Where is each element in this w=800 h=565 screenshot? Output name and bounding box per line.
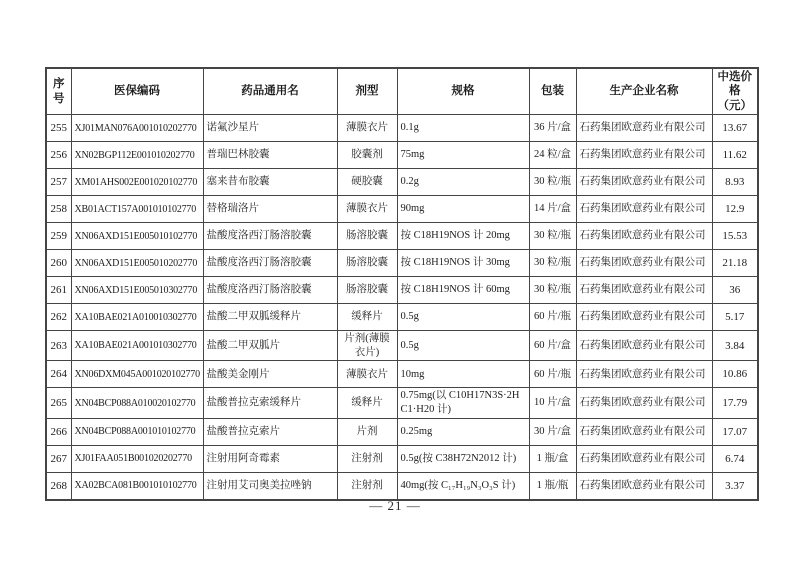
page-number: — 21 —: [369, 498, 421, 513]
cell-form: 注射剂: [337, 445, 397, 472]
cell-form: 缓释片: [337, 388, 397, 418]
cell-price: 17.79: [712, 388, 758, 418]
cell-pack: 36 片/盒: [529, 115, 576, 142]
table-row: [46, 250, 758, 277]
cell-maker: 石药集团欧意药业有限公司: [576, 331, 712, 361]
table-row: [46, 388, 758, 418]
table-body: [46, 115, 758, 500]
cell-name: 盐酸二甲双胍片: [203, 331, 337, 361]
cell-pack: 1 瓶/瓶: [529, 472, 576, 500]
cell-seq: 259: [46, 223, 71, 250]
cell-spec: 按 C18H19NOS 计 20mg: [397, 223, 529, 250]
cell-code: XA02BCA081B001010102770: [71, 472, 203, 500]
cell-seq: 263: [46, 331, 71, 361]
cell-price: 13.67: [712, 115, 758, 142]
cell-seq: 261: [46, 277, 71, 304]
table-row: [46, 196, 758, 223]
cell-maker: 石药集团欧意药业有限公司: [576, 277, 712, 304]
drug-price-table: [45, 67, 759, 501]
header-code: 医保编码: [71, 68, 203, 115]
cell-code: XN06AXD151E005010302770: [71, 277, 203, 304]
cell-pack: 24 粒/盒: [529, 142, 576, 169]
cell-spec: 0.75mg(以 C10H17N3S·2HC1·H20 计): [397, 388, 529, 418]
cell-seq: 258: [46, 196, 71, 223]
cell-name: 普瑞巴林胶囊: [203, 142, 337, 169]
cell-form: 肠溶胶囊: [337, 250, 397, 277]
table-row: [46, 115, 758, 142]
table-row: [46, 445, 758, 472]
cell-form: 注射剂: [337, 472, 397, 500]
cell-spec: 90mg: [397, 196, 529, 223]
cell-name: 注射用艾司奥美拉唑钠: [203, 472, 337, 500]
header-form: 剂型: [337, 68, 397, 115]
cell-code: XA10BAE021A001010302770: [71, 331, 203, 361]
cell-spec: 按 C18H19NOS 计 60mg: [397, 277, 529, 304]
cell-code: XN06DXM045A001020102770: [71, 361, 203, 388]
cell-maker: 石药集团欧意药业有限公司: [576, 418, 712, 445]
cell-maker: 石药集团欧意药业有限公司: [576, 445, 712, 472]
table-row: [46, 304, 758, 331]
cell-code: XN04BCP088A001010102770: [71, 418, 203, 445]
cell-seq: 256: [46, 142, 71, 169]
cell-form: 胶囊剂: [337, 142, 397, 169]
cell-maker: 石药集团欧意药业有限公司: [576, 250, 712, 277]
cell-spec: 按 C18H19NOS 计 30mg: [397, 250, 529, 277]
cell-maker: 石药集团欧意药业有限公司: [576, 223, 712, 250]
cell-maker: 石药集团欧意药业有限公司: [576, 388, 712, 418]
table-row: [46, 331, 758, 361]
cell-seq: 264: [46, 361, 71, 388]
cell-form: 薄膜衣片: [337, 196, 397, 223]
table-row: [46, 361, 758, 388]
cell-price: 12.9: [712, 196, 758, 223]
cell-pack: 30 粒/瓶: [529, 169, 576, 196]
table-row: [46, 223, 758, 250]
cell-spec: 0.25mg: [397, 418, 529, 445]
cell-price: 15.53: [712, 223, 758, 250]
header-seq: 序号: [46, 68, 71, 115]
table-row: [46, 277, 758, 304]
cell-form: 薄膜衣片: [337, 361, 397, 388]
cell-pack: 10 片/盒: [529, 388, 576, 418]
cell-form: 硬胶囊: [337, 169, 397, 196]
cell-seq: 257: [46, 169, 71, 196]
cell-seq: 260: [46, 250, 71, 277]
cell-code: XA10BAE021A010010302770: [71, 304, 203, 331]
cell-spec: 75mg: [397, 142, 529, 169]
cell-pack: 60 片/瓶: [529, 304, 576, 331]
header-pack: 包装: [529, 68, 576, 115]
cell-form: 缓释片: [337, 304, 397, 331]
cell-name: 盐酸度洛西汀肠溶胶囊: [203, 250, 337, 277]
header-spec: 规格: [397, 68, 529, 115]
cell-code: XB01ACT157A001010102770: [71, 196, 203, 223]
cell-form: 肠溶胶囊: [337, 277, 397, 304]
cell-spec: 0.5g: [397, 331, 529, 361]
cell-code: XN04BCP088A010020102770: [71, 388, 203, 418]
cell-price: 10.86: [712, 361, 758, 388]
cell-seq: 265: [46, 388, 71, 418]
cell-code: XN02BGP112E001010202770: [71, 142, 203, 169]
cell-price: 3.84: [712, 331, 758, 361]
cell-form: 片剂(薄膜衣片): [337, 331, 397, 361]
cell-maker: 石药集团欧意药业有限公司: [576, 472, 712, 500]
cell-pack: 30 粒/瓶: [529, 277, 576, 304]
header-maker: 生产企业名称: [576, 68, 712, 115]
cell-name: 盐酸度洛西汀肠溶胶囊: [203, 277, 337, 304]
cell-spec: 0.5g(按 C38H72N2012 计): [397, 445, 529, 472]
cell-code: XJ01FAA051B001020202770: [71, 445, 203, 472]
cell-name: 塞来昔布胶囊: [203, 169, 337, 196]
header-name: 药品通用名: [203, 68, 337, 115]
cell-spec: 0.1g: [397, 115, 529, 142]
cell-code: XN06AXD151E005010102770: [71, 223, 203, 250]
cell-code: XN06AXD151E005010202770: [71, 250, 203, 277]
cell-code: XM01AHS002E001020102770: [71, 169, 203, 196]
table-header: [46, 68, 758, 115]
cell-maker: 石药集团欧意药业有限公司: [576, 304, 712, 331]
cell-maker: 石药集团欧意药业有限公司: [576, 169, 712, 196]
cell-name: 诺氟沙星片: [203, 115, 337, 142]
cell-seq: 267: [46, 445, 71, 472]
cell-form: 肠溶胶囊: [337, 223, 397, 250]
cell-spec: 0.2g: [397, 169, 529, 196]
cell-name: 注射用阿奇霉素: [203, 445, 337, 472]
cell-seq: 255: [46, 115, 71, 142]
cell-spec: 10mg: [397, 361, 529, 388]
cell-name: 替格瑞洛片: [203, 196, 337, 223]
cell-pack: 14 片/盒: [529, 196, 576, 223]
cell-maker: 石药集团欧意药业有限公司: [576, 196, 712, 223]
cell-seq: 268: [46, 472, 71, 500]
cell-price: 17.07: [712, 418, 758, 445]
cell-maker: 石药集团欧意药业有限公司: [576, 115, 712, 142]
cell-maker: 石药集团欧意药业有限公司: [576, 142, 712, 169]
header-price: 中选价格（元）: [712, 68, 758, 115]
table-row: [46, 418, 758, 445]
cell-price: 8.93: [712, 169, 758, 196]
cell-pack: 30 粒/瓶: [529, 250, 576, 277]
cell-price: 21.18: [712, 250, 758, 277]
cell-name: 盐酸二甲双胍缓释片: [203, 304, 337, 331]
cell-code: XJ01MAN076A001010202770: [71, 115, 203, 142]
cell-name: 盐酸普拉克索片: [203, 418, 337, 445]
table-row: [46, 169, 758, 196]
cell-pack: 1 瓶/盒: [529, 445, 576, 472]
cell-spec: 40mg(按 C₁₇H₁₉N₃O₃S 计): [397, 472, 529, 500]
cell-price: 36: [712, 277, 758, 304]
cell-name: 盐酸普拉克索缓释片: [203, 388, 337, 418]
cell-name: 盐酸美金刚片: [203, 361, 337, 388]
cell-form: 片剂: [337, 418, 397, 445]
cell-pack: 30 粒/瓶: [529, 223, 576, 250]
cell-price: 5.17: [712, 304, 758, 331]
cell-pack: 30 片/盒: [529, 418, 576, 445]
cell-name: 盐酸度洛西汀肠溶胶囊: [203, 223, 337, 250]
cell-maker: 石药集团欧意药业有限公司: [576, 361, 712, 388]
cell-form: 薄膜衣片: [337, 115, 397, 142]
table-row: [46, 142, 758, 169]
cell-price: 6.74: [712, 445, 758, 472]
cell-seq: 262: [46, 304, 71, 331]
cell-price: 11.62: [712, 142, 758, 169]
table-row: [46, 472, 758, 500]
cell-seq: 266: [46, 418, 71, 445]
cell-price: 3.37: [712, 472, 758, 500]
cell-pack: 60 片/瓶: [529, 361, 576, 388]
table-header-row: [46, 68, 758, 115]
cell-spec: 0.5g: [397, 304, 529, 331]
cell-pack: 60 片/盒: [529, 331, 576, 361]
